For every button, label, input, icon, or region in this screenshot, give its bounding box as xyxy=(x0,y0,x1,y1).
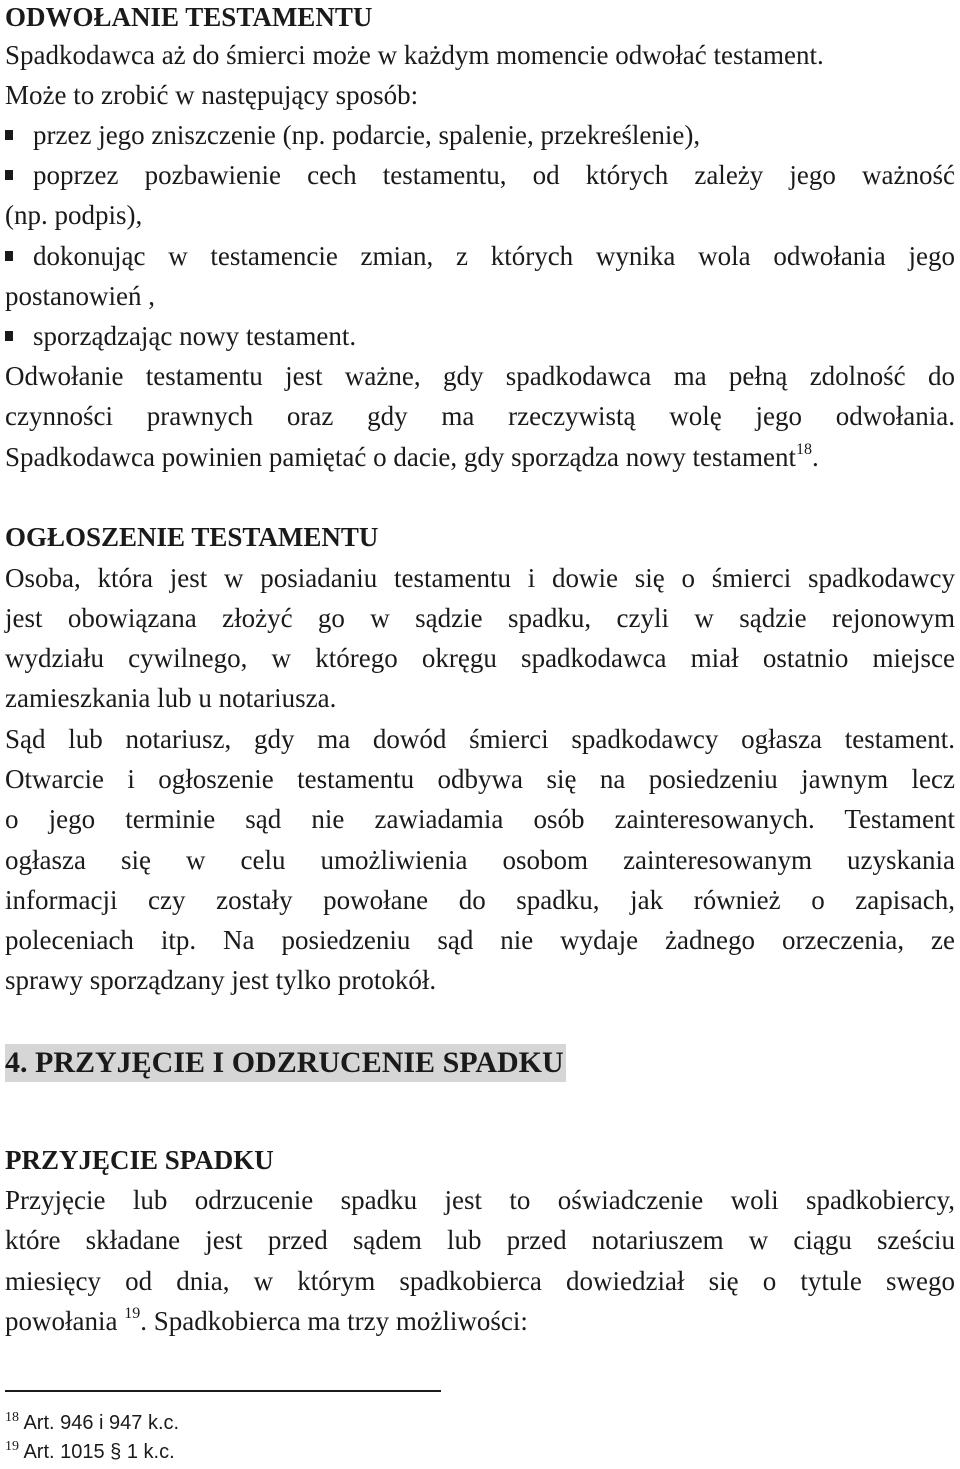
bullet-item xyxy=(5,319,955,353)
bullet-item xyxy=(5,239,955,273)
bullet-square-icon xyxy=(5,170,13,180)
section-4-heading-row xyxy=(5,1044,955,1082)
acceptance-line: które składane jest przed sądem lub przed notariuszem w ciągu sześciu xyxy=(5,1225,955,1255)
bullet-item xyxy=(5,158,955,192)
footnote-text: Art. 946 i 947 k.c. xyxy=(23,1412,180,1434)
revocation-paragraph-line xyxy=(5,440,955,474)
footnote-reference: 18 xyxy=(795,441,812,458)
paragraph-text: . Spadkobierca ma trzy możliwości: xyxy=(140,1306,528,1336)
bullet-square-icon xyxy=(5,130,13,140)
acceptance-line: miesięcy od dnia, w którym spadkobierca dowiedział się o tytule swego xyxy=(5,1266,955,1296)
footnote xyxy=(5,1410,179,1436)
acceptance-line: Przyjęcie lub odrzucenie spadku jest to oświadczenie woli spadkobiercy, xyxy=(5,1185,955,1215)
footnote-separator xyxy=(5,1390,441,1392)
bullet-item xyxy=(5,118,955,152)
announcement-line: Sąd lub notariusz, gdy ma dowód śmierci spadkodawcy ogłasza testament. xyxy=(5,724,955,754)
revocation-paragraph-line: czynności prawnych oraz gdy ma rzeczywistą wolę jego odwołania. xyxy=(5,401,955,431)
paragraph-text: . xyxy=(811,442,819,472)
bullet-continuation: postanowień , xyxy=(5,281,155,311)
revocation-intro-line-1: Spadkodawca aż do śmierci może w każdym momencie odwołać testament. xyxy=(5,40,824,70)
paragraph-text: powołania xyxy=(5,1306,118,1336)
revocation-paragraph-line: Odwołanie testamentu jest ważne, gdy spadkodawca ma pełną zdolność do xyxy=(5,361,955,391)
announcement-heading: OGŁOSZENIE TESTAMENTU xyxy=(5,522,379,552)
announcement-line: Osoba, która jest w posiadaniu testamentu i dowie się o śmierci spadkodawcy xyxy=(5,563,955,593)
announcement-line: o jego terminie sąd nie zawiadamia osób zainteresowanych. Testament xyxy=(5,804,955,834)
bullet-square-icon xyxy=(5,331,13,341)
footnote-reference: 19 xyxy=(124,1305,141,1322)
announcement-line: poleceniach itp. Na posiedzeniu sąd nie wydaje żadnego orzeczenia, ze xyxy=(5,925,955,955)
footnote-text: Art. 1015 § 1 k.c. xyxy=(23,1441,175,1463)
footnote-number: 19 xyxy=(5,1439,19,1454)
section-4-heading: 4. PRZYJĘCIE I ODZRUCENIE SPADKU xyxy=(5,1044,566,1082)
bullet-continuation: (np. podpis), xyxy=(5,200,143,230)
acceptance-line xyxy=(5,1304,955,1338)
announcement-line: Otwarcie i ogłoszenie testamentu odbywa się na posiedzeniu jawnym lecz xyxy=(5,764,955,794)
bullet-square-icon xyxy=(5,251,13,261)
acceptance-heading: PRZYJĘCIE SPADKU xyxy=(5,1145,274,1175)
bullet-text: dokonując w testamencie zmian, z których wynika wola odwołania jego xyxy=(33,241,955,271)
bullet-text: przez jego zniszczenie (np. podarcie, spalenie, przekreślenie), xyxy=(33,120,701,150)
announcement-line: wydziału cywilnego, w którego okręgu spadkodawca miał ostatnio miejsce xyxy=(5,643,955,673)
footnote-number: 18 xyxy=(5,1410,19,1425)
announcement-line: sprawy sporządzany jest tylko protokół. xyxy=(5,965,437,995)
paragraph-text: Spadkodawca powinien pamiętać o dacie, gdy sporządza nowy testament xyxy=(5,442,796,472)
bullet-text: sporządzając nowy testament. xyxy=(33,321,357,351)
announcement-line: informacji czy zostały powołane do spadku, jak również o zapisach, xyxy=(5,885,955,915)
revocation-heading: ODWOŁANIE TESTAMENTU xyxy=(5,2,373,32)
bullet-text: poprzez pozbawienie cech testamentu, od których zależy jego ważność xyxy=(33,160,955,190)
announcement-line: zamieszkania lub u notariusza. xyxy=(5,683,337,713)
announcement-line: ogłasza się w celu umożliwienia osobom zainteresowanym uzyskania xyxy=(5,845,955,875)
footnote xyxy=(5,1439,175,1465)
revocation-intro-line-2: Może to zrobić w następujący sposób: xyxy=(5,80,419,110)
announcement-line: jest obowiązana złożyć go w sądzie spadku, czyli w sądzie rejonowym xyxy=(5,603,955,633)
